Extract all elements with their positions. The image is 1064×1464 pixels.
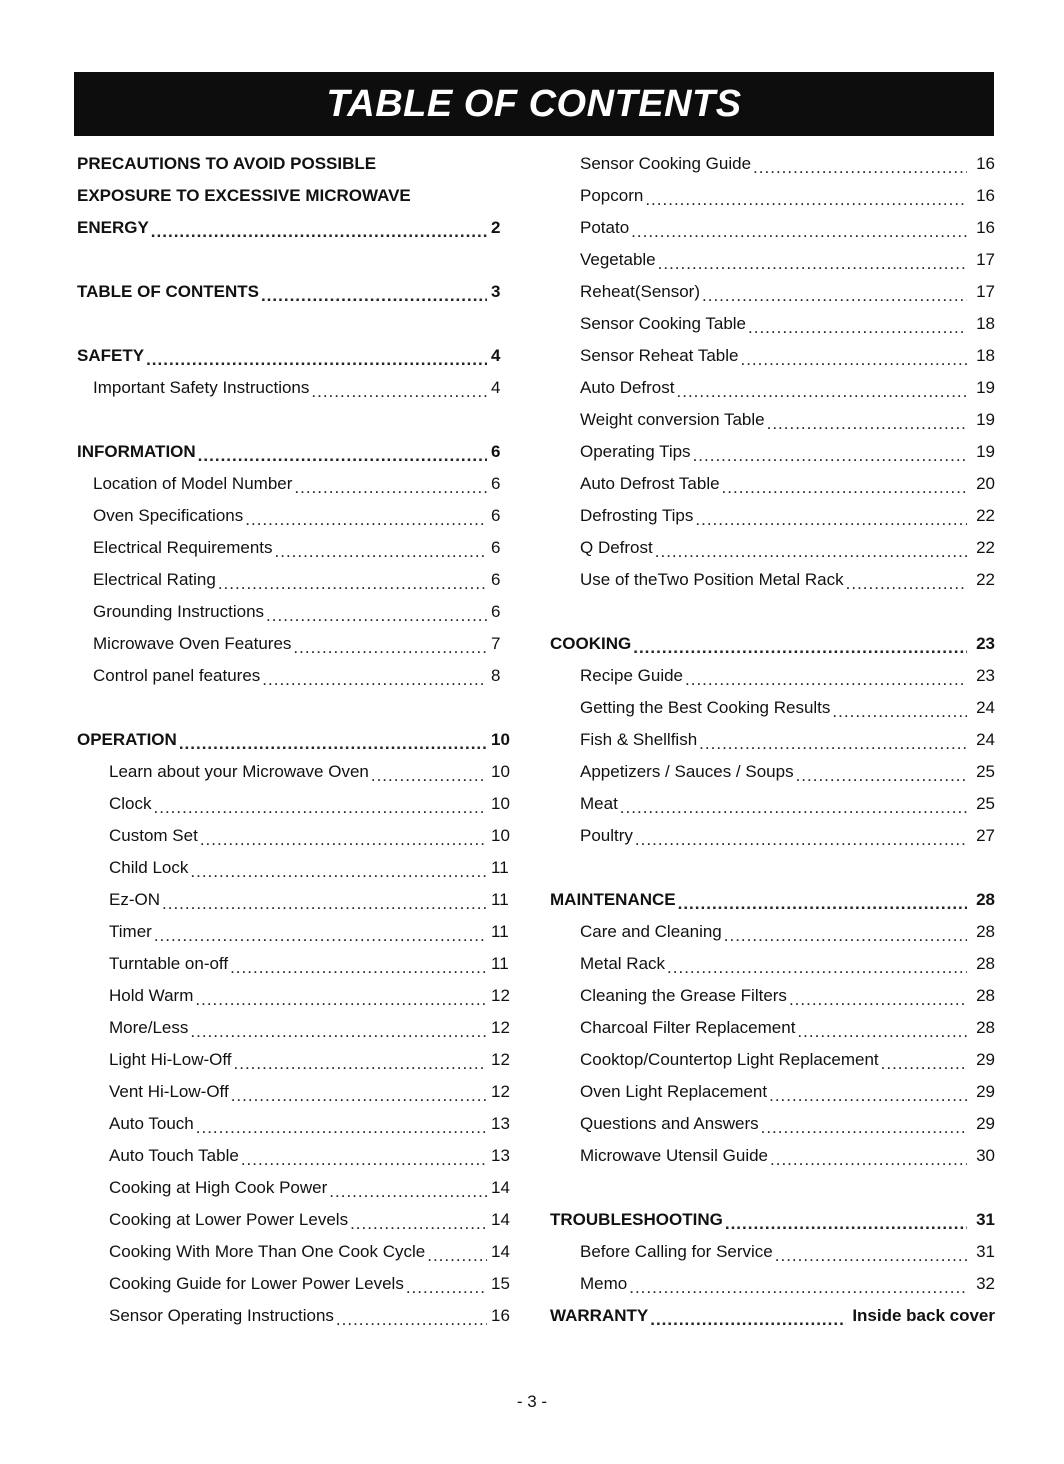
toc-leader-dots: [748, 323, 967, 340]
toc-entry[interactable]: [550, 1012, 995, 1044]
toc-entry-label: Cooking Guide for Lower Power Levels: [109, 1274, 404, 1293]
toc-leader-dots: [769, 1091, 967, 1108]
toc-entry[interactable]: [77, 660, 529, 692]
toc-entry-label: PRECAUTIONS TO AVOID POSSIBLE: [77, 154, 377, 173]
toc-page-number: 4: [491, 378, 501, 397]
toc-page-number: 12: [491, 1082, 510, 1101]
toc-entry-label: More/Less: [109, 1018, 189, 1037]
toc-entry-label: Sensor Cooking Guide: [580, 154, 752, 173]
toc-page-number: Inside back cover: [852, 1306, 995, 1325]
toc-entry-label: Meat: [580, 794, 618, 813]
toc-page-number: 14: [491, 1210, 510, 1229]
toc-entry-label: Auto Touch: [109, 1114, 194, 1133]
toc-page-number: 28: [976, 890, 995, 909]
toc-entry[interactable]: [550, 180, 995, 212]
toc-entry-label: TROUBLESHOOTING: [550, 1210, 723, 1229]
toc-leader-dots: [151, 227, 487, 244]
toc-entry-label: Ez-ON: [109, 890, 160, 909]
toc-entry-label: Cooktop/Countertop Light Replacement: [580, 1050, 879, 1069]
toc-entry-label: EXPOSURE TO EXCESSIVE MICROWAVE: [77, 186, 411, 205]
toc-entry-label: Potato: [580, 218, 630, 237]
toc-page-number: 13: [491, 1114, 510, 1133]
toc-entry-label: Control panel features: [93, 666, 261, 685]
toc-leader-dots: [846, 579, 967, 596]
toc-leader-dots: [427, 1251, 487, 1268]
toc-entry-label: Cleaning the Grease Filters: [580, 986, 787, 1005]
toc-entry-label: Care and Cleaning: [580, 922, 722, 941]
toc-left-column: [77, 148, 529, 1332]
toc-leader-dots: [266, 611, 487, 628]
toc-page-number: 16: [976, 218, 995, 237]
toc-entry[interactable]: [550, 212, 995, 244]
toc-entry[interactable]: [550, 468, 995, 500]
toc-page-number: 11: [491, 858, 509, 877]
toc-page-number: 25: [976, 762, 995, 781]
toc-section-entry[interactable]: [77, 724, 529, 756]
toc-entry[interactable]: [550, 244, 995, 276]
toc-page-number: 24: [976, 698, 995, 717]
toc-leader-dots: [740, 355, 967, 372]
toc-entry-label: Auto Touch Table: [109, 1146, 239, 1165]
toc-page-number: 23: [976, 666, 995, 685]
toc-leader-dots: [753, 163, 967, 180]
toc-entry[interactable]: [77, 1076, 529, 1108]
toc-leader-dots: [234, 1059, 487, 1076]
toc-leader-dots: [261, 291, 487, 308]
toc-leader-dots: [702, 291, 967, 308]
toc-leader-dots: [678, 899, 967, 916]
toc-entry-label: Reheat(Sensor): [580, 282, 701, 301]
toc-leader-dots: [311, 387, 487, 404]
toc-leader-dots: [797, 1027, 967, 1044]
toc-page-number: 11: [491, 954, 509, 973]
toc-page-number: 17: [976, 250, 995, 269]
toc-entry[interactable]: [550, 404, 995, 436]
toc-entry-label: Popcorn: [580, 186, 644, 205]
toc-entry[interactable]: [550, 820, 995, 852]
toc-leader-dots: [832, 707, 967, 724]
toc-page-number: 24: [976, 730, 995, 749]
toc-page-number: 15: [491, 1274, 510, 1293]
page-number: - 3 -: [516, 1392, 548, 1411]
toc-entry-label: Defrosting Tips: [580, 506, 694, 525]
toc-leader-dots: [198, 451, 487, 468]
toc-entry[interactable]: [77, 372, 529, 404]
toc-page-number: 29: [976, 1082, 995, 1101]
toc-entry[interactable]: [77, 948, 529, 980]
toc-entry-label: Microwave Oven Features: [93, 634, 292, 653]
toc-leader-dots: [693, 451, 967, 468]
toc-entry[interactable]: [550, 372, 995, 404]
toc-page-number: 16: [976, 186, 995, 205]
toc-entry[interactable]: [550, 1044, 995, 1076]
toc-page-number: 13: [491, 1146, 510, 1165]
toc-page-number: 6: [491, 474, 501, 493]
toc-entry[interactable]: [550, 1108, 995, 1140]
toc-entry-label: Turntable on-off: [109, 954, 229, 973]
toc-entry[interactable]: [550, 788, 995, 820]
toc-page-number: 28: [976, 922, 995, 941]
toc-page-number: 28: [976, 954, 995, 973]
toc-leader-dots: [350, 1219, 487, 1236]
toc-page-number: 23: [976, 634, 995, 653]
toc-section-entry[interactable]: [77, 148, 529, 180]
toc-entry[interactable]: [550, 1268, 995, 1300]
toc-leader-dots: [724, 931, 967, 948]
toc-page-number: 14: [491, 1242, 510, 1261]
toc-entry[interactable]: [550, 500, 995, 532]
toc-leader-dots: [154, 931, 487, 948]
toc-entry-label: Getting the Best Cooking Results: [580, 698, 831, 717]
toc-leader-dots: [775, 1251, 967, 1268]
toc-page-number: 16: [491, 1306, 510, 1325]
toc-entry-label: Grounding Instructions: [93, 602, 265, 621]
toc-leader-dots: [722, 483, 967, 500]
toc-entry-label: Child Lock: [109, 858, 189, 877]
toc-entry[interactable]: [550, 276, 995, 308]
toc-page-number: 12: [491, 986, 510, 1005]
toc-entry[interactable]: [550, 660, 995, 692]
toc-entry-label: Important Safety Instructions: [93, 378, 310, 397]
toc-entry[interactable]: [77, 500, 529, 532]
toc-entry[interactable]: [77, 852, 529, 884]
toc-entry-label: Recipe Guide: [580, 666, 684, 685]
toc-entry[interactable]: [77, 1140, 529, 1172]
toc-entry[interactable]: [77, 1108, 529, 1140]
toc-entry[interactable]: [77, 1204, 529, 1236]
toc-leader-dots: [162, 899, 487, 916]
toc-entry[interactable]: [77, 596, 529, 628]
toc-leader-dots: [658, 259, 967, 276]
toc-leader-dots: [685, 675, 967, 692]
toc-entry-label: Oven Specifications: [93, 506, 244, 525]
toc-entry-label: COOKING: [550, 634, 632, 653]
toc-page-number: 19: [976, 378, 995, 397]
toc-leader-dots: [635, 835, 967, 852]
toc-right-column: [550, 148, 995, 1332]
toc-entry[interactable]: [550, 148, 995, 180]
toc-entry[interactable]: [77, 468, 529, 500]
toc-entry[interactable]: [550, 916, 995, 948]
toc-section-entry[interactable]: [550, 884, 995, 916]
toc-entry-label: Cooking With More Than One Cook Cycle: [109, 1242, 426, 1261]
toc-leader-dots: [796, 771, 967, 788]
toc-section-entry[interactable]: [77, 436, 529, 468]
toc-leader-dots: [241, 1155, 487, 1172]
toc-leader-dots: [293, 643, 487, 660]
toc-leader-dots: [789, 995, 967, 1012]
toc-leader-dots: [218, 579, 487, 596]
toc-entry[interactable]: [77, 1044, 529, 1076]
toc-leader-dots: [262, 675, 487, 692]
toc-entry-label: Electrical Rating: [93, 570, 216, 589]
toc-page-number: 2: [491, 218, 501, 237]
toc-entry-label: Metal Rack: [580, 954, 666, 973]
toc-entry[interactable]: [77, 788, 529, 820]
toc-page-number: 31: [976, 1210, 995, 1229]
toc-entry[interactable]: [77, 756, 529, 788]
toc-entry[interactable]: [77, 1236, 529, 1268]
toc-entry-label: Vent Hi-Low-Off: [109, 1082, 229, 1101]
toc-leader-dots: [667, 963, 967, 980]
toc-entry[interactable]: [77, 564, 529, 596]
toc-entry-label: Auto Defrost Table: [580, 474, 720, 493]
toc-leader-dots: [633, 643, 967, 660]
toc-leader-dots: [336, 1315, 487, 1332]
toc-page-number: 11: [491, 890, 509, 909]
toc-page-number: 30: [976, 1146, 995, 1165]
toc-entry[interactable]: [550, 724, 995, 756]
toc-page-number: 14: [491, 1178, 510, 1197]
toc-leader-dots: [245, 515, 487, 532]
toc-entry[interactable]: [77, 1268, 529, 1300]
toc-entry-label: Custom Set: [109, 826, 198, 845]
toc-entry-label: Electrical Requirements: [93, 538, 273, 557]
toc-leader-dots: [195, 995, 487, 1012]
toc-page-number: 16: [976, 154, 995, 173]
toc-page-number: 8: [491, 666, 501, 685]
toc-page-number: 6: [491, 506, 501, 525]
toc-entry[interactable]: [77, 980, 529, 1012]
toc-entry-label: OPERATION: [77, 730, 177, 749]
toc-entry[interactable]: [77, 820, 529, 852]
toc-leader-dots: [629, 1283, 967, 1300]
toc-section-entry[interactable]: [550, 1300, 995, 1332]
toc-leader-dots: [645, 195, 967, 212]
toc-entry-label: Q Defrost: [580, 538, 653, 557]
toc-page-number: 10: [491, 762, 510, 781]
toc-page-number: 22: [976, 506, 995, 525]
toc-entry[interactable]: [77, 1172, 529, 1204]
toc-section-entry[interactable]: [550, 1204, 995, 1236]
toc-entry[interactable]: [77, 884, 529, 916]
toc-entry-label: Before Calling for Service: [580, 1242, 773, 1261]
toc-leader-dots: [767, 419, 967, 436]
toc-entry-label: Learn about your Microwave Oven: [109, 762, 369, 781]
toc-entry-label: Oven Light Replacement: [580, 1082, 768, 1101]
toc-page-number: 29: [976, 1114, 995, 1133]
toc-entry-label: Vegetable: [580, 250, 656, 269]
toc-leader-dots: [620, 803, 967, 820]
toc-entry-label: Clock: [109, 794, 152, 813]
toc-page-number: 19: [976, 442, 995, 461]
toc-entry-label: TABLE OF CONTENTS: [77, 282, 259, 301]
toc-page-number: 18: [976, 346, 995, 365]
toc-page-number: 11: [491, 922, 509, 941]
toc-leader-dots: [371, 771, 487, 788]
toc-entry-label: Appetizers / Sauces / Soups: [580, 762, 794, 781]
toc-entry-label: Use of theTwo Position Metal Rack: [580, 570, 844, 589]
toc-page-number: 10: [491, 826, 510, 845]
toc-entry-label: Poultry: [580, 826, 633, 845]
toc-leader-dots: [770, 1155, 967, 1172]
toc-entry-label: Memo: [580, 1274, 628, 1293]
toc-page-number: 25: [976, 794, 995, 813]
toc-entry[interactable]: [550, 308, 995, 340]
toc-entry[interactable]: [77, 532, 529, 564]
toc-page-number: 31: [976, 1242, 995, 1261]
toc-page-number: 12: [491, 1018, 510, 1037]
toc-page-number: 19: [976, 410, 995, 429]
toc-leader-dots: [881, 1059, 967, 1076]
toc-entry-label: Sensor Cooking Table: [580, 314, 747, 333]
toc-entry[interactable]: [550, 1236, 995, 1268]
toc-leader-dots: [230, 963, 487, 980]
toc-entry-label: Cooking at High Cook Power: [109, 1178, 328, 1197]
toc-entry[interactable]: [77, 1012, 529, 1044]
toc-leader-dots: [761, 1123, 967, 1140]
toc-page-number: 4: [491, 346, 501, 365]
toc-leader-dots: [677, 387, 968, 404]
toc-page-number: 7: [491, 634, 501, 653]
toc-entry[interactable]: [550, 564, 995, 596]
toc-page-number: 22: [976, 570, 995, 589]
toc-page-number: 12: [491, 1050, 510, 1069]
page-title: TABLE OF CONTENTS: [74, 72, 994, 136]
toc-leader-dots: [275, 547, 487, 564]
toc-section-entry[interactable]: [77, 340, 529, 372]
toc-page-number: 29: [976, 1050, 995, 1069]
toc-entry-label: Light Hi-Low-Off: [109, 1050, 232, 1069]
toc-leader-dots: [294, 483, 487, 500]
toc-entry-label: Operating Tips: [580, 442, 691, 461]
toc-page-number: 6: [491, 538, 501, 557]
toc-entry[interactable]: [550, 692, 995, 724]
toc-entry-label: Hold Warm: [109, 986, 194, 1005]
toc-entry-label: Sensor Operating Instructions: [109, 1306, 334, 1325]
toc-page-number: 6: [491, 602, 501, 621]
toc-entry-label: MAINTENANCE: [550, 890, 676, 909]
toc-entry[interactable]: [77, 628, 529, 660]
toc-entry-label: Cooking at Lower Power Levels: [109, 1210, 349, 1229]
toc-entry-label: Microwave Utensil Guide: [580, 1146, 769, 1165]
toc-entry-label: Sensor Reheat Table: [580, 346, 739, 365]
toc-page-number: 18: [976, 314, 995, 333]
toc-entry-label: INFORMATION: [77, 442, 196, 461]
toc-entry[interactable]: [550, 948, 995, 980]
toc-leader-dots: [200, 835, 487, 852]
toc-section-entry[interactable]: [77, 212, 529, 244]
toc-section-entry[interactable]: [77, 180, 529, 212]
toc-leader-dots: [631, 227, 967, 244]
toc-section-entry[interactable]: [550, 628, 995, 660]
toc-page-number: 28: [976, 986, 995, 1005]
toc-entry-label: Questions and Answers: [580, 1114, 759, 1133]
toc-entry[interactable]: [77, 916, 529, 948]
toc-leader-dots: [655, 547, 967, 564]
toc-entry-label: Timer: [109, 922, 152, 941]
toc-leader-dots: [725, 1219, 967, 1236]
toc-leader-dots: [190, 867, 487, 884]
toc-page-number: 10: [491, 794, 510, 813]
toc-entry-label: Fish & Shellfish: [580, 730, 698, 749]
toc-entry-label: Auto Defrost: [580, 378, 675, 397]
toc-section-entry[interactable]: [77, 276, 529, 308]
toc-page-number: 20: [976, 474, 995, 493]
toc-entry[interactable]: [550, 756, 995, 788]
toc-leader-dots: [154, 803, 487, 820]
toc-page-number: 6: [491, 442, 501, 461]
toc-leader-dots: [699, 739, 967, 756]
toc-entry-label: Location of Model Number: [93, 474, 293, 493]
toc-leader-dots: [179, 739, 487, 756]
toc-leader-dots: [406, 1283, 487, 1300]
toc-entry[interactable]: [550, 340, 995, 372]
toc-leader-dots: [329, 1187, 487, 1204]
toc-leader-dots: [146, 355, 487, 372]
toc-page-number: 3: [491, 282, 501, 301]
toc-page-number: 32: [976, 1274, 995, 1293]
toc-entry-label: ENERGY: [77, 218, 149, 237]
toc-entry-label: WARRANTY: [550, 1306, 649, 1325]
toc-entry[interactable]: [550, 532, 995, 564]
toc-entry[interactable]: [550, 980, 995, 1012]
toc-page-number: 17: [976, 282, 995, 301]
toc-entry[interactable]: [550, 1140, 995, 1172]
toc-entry[interactable]: [550, 436, 995, 468]
toc-page-number: 27: [976, 826, 995, 845]
toc-leader-dots: [650, 1315, 846, 1332]
toc-entry[interactable]: [77, 1300, 529, 1332]
toc-entry-label: Weight conversion Table: [580, 410, 765, 429]
toc-leader-dots: [190, 1027, 487, 1044]
toc-page-number: 10: [491, 730, 510, 749]
toc-page-number: 6: [491, 570, 501, 589]
toc-entry-label: SAFETY: [77, 346, 145, 365]
toc-leader-dots: [231, 1091, 487, 1108]
toc-entry[interactable]: [550, 1076, 995, 1108]
toc-leader-dots: [695, 515, 967, 532]
toc-leader-dots: [196, 1123, 487, 1140]
toc-page-number: 28: [976, 1018, 995, 1037]
toc-entry-label: Charcoal Filter Replacement: [580, 1018, 796, 1037]
toc-page-number: 22: [976, 538, 995, 557]
